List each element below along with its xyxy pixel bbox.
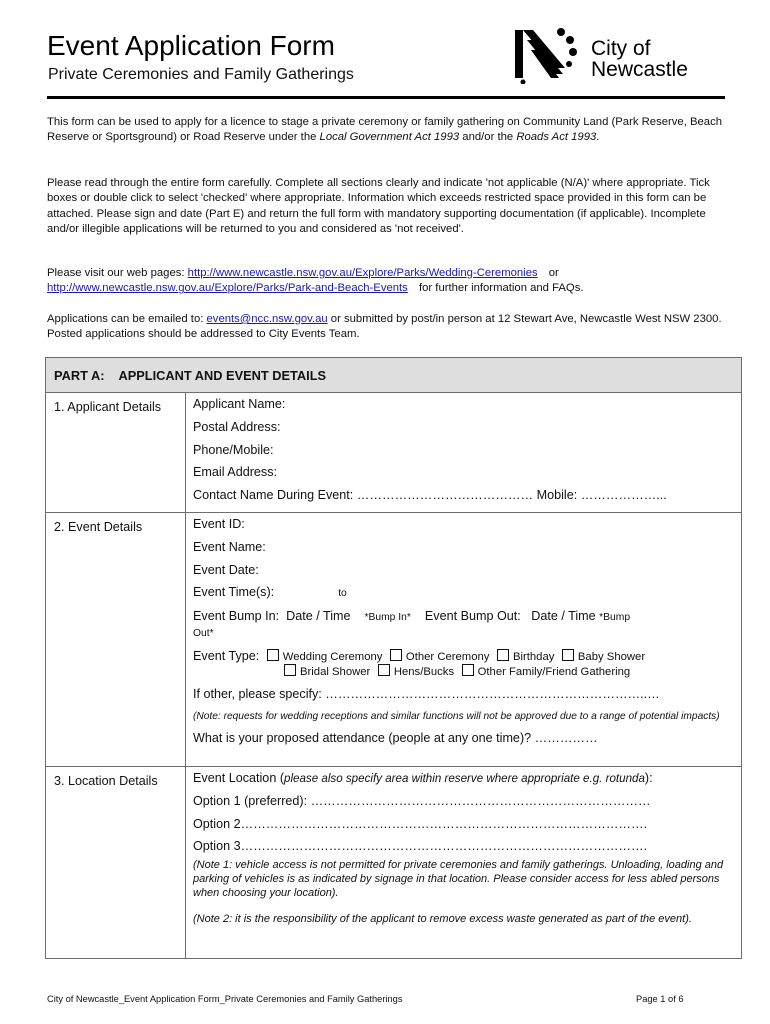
applicant-name-field[interactable]: Applicant Name: bbox=[193, 397, 286, 411]
event-type-field: Event Type: Wedding Ceremony Other Ceremony Birthday Baby Shower Bridal Shower Hens/Bucks Other Family/Friend Gathering bbox=[193, 648, 646, 678]
if-other-field[interactable]: If other, please specify: …………………………………………………………………..… bbox=[193, 686, 660, 701]
logo-wordmark bbox=[591, 38, 688, 80]
location-option-3-field[interactable]: Option 3……………………………………………………………………………………. bbox=[193, 839, 648, 854]
birthday-checkbox[interactable] bbox=[497, 649, 509, 661]
event-location-label: Event Location (please also specify area within reserve where appropriate e.g. rotunda): bbox=[193, 771, 653, 785]
times-to-label: to bbox=[338, 588, 347, 600]
event-details-label: 2. Event Details bbox=[46, 513, 186, 767]
intro-paragraph-submission: Applications can be emailed to: events@ncc.nsw.gov.au or submitted by post/in person at 12 Stewart Ave, Newcastle West NSW 2300. Posted applications should be addressed to City Events Team. bbox=[47, 313, 722, 341]
baby-shower-checkbox[interactable] bbox=[562, 649, 574, 661]
waste-removal-note: (Note 2: it is the responsibility of the applicant to remove excess waste generated as part of the event). bbox=[193, 913, 692, 926]
location-details-label: 3. Location Details bbox=[46, 767, 186, 959]
email-address-field[interactable]: Email Address: bbox=[193, 465, 277, 480]
event-details-section bbox=[186, 513, 742, 767]
park-beach-events-link[interactable]: http://www.newcastle.nsw.gov.au/Explore/Parks/Park-and-Beach-Events bbox=[47, 282, 408, 295]
event-id-field[interactable]: Event ID: bbox=[193, 517, 245, 531]
hens-bucks-checkbox[interactable] bbox=[378, 664, 390, 676]
location-option-1-field[interactable]: Option 1 (preferred): ……………………………………………………………………… bbox=[193, 793, 651, 808]
form-title: Event Application Form bbox=[47, 30, 335, 61]
vehicle-access-note: (Note 1: vehicle access is not permitted for private ceremonies and family gatherings. Unloading, loading and parking of vehicles is as indicated by signage in that location. Please consider access for less abled persons when choosing your location). bbox=[193, 859, 724, 900]
events-email-link[interactable]: events@ncc.nsw.gov.au bbox=[206, 313, 328, 325]
logo-text-line1: City of bbox=[591, 37, 651, 60]
other-ceremony-checkbox[interactable] bbox=[390, 649, 402, 661]
postal-address-field[interactable]: Postal Address: bbox=[193, 419, 281, 434]
phone-mobile-field[interactable]: Phone/Mobile: bbox=[193, 442, 274, 457]
intro-paragraph-links: Please visit our web pages: http://www.newcastle.nsw.gov.au/Explore/Parks/Wedding-Ceremonies or http://www.newcastle.nsw.gov.au/Explore/Parks/Park-and-Beach-Events for further information and FAQs. bbox=[47, 267, 584, 295]
bump-out-datetime[interactable]: Date / Time bbox=[531, 609, 596, 624]
other-gathering-checkbox[interactable] bbox=[462, 664, 474, 676]
applicant-details-section bbox=[186, 393, 742, 513]
bridal-shower-checkbox[interactable] bbox=[284, 664, 296, 676]
footer-document-name: City of Newcastle_Event Application Form_Private Ceremonies and Family Gatherings bbox=[47, 994, 403, 1004]
wedding-ceremonies-link[interactable]: http://www.newcastle.nsw.gov.au/Explore/Parks/Wedding-Ceremonies bbox=[187, 267, 538, 279]
wedding-ceremony-checkbox[interactable] bbox=[267, 649, 279, 661]
logo-text-line2: Newcastle bbox=[591, 58, 688, 81]
footer-page-number: Page 1 of 6 bbox=[636, 994, 684, 1004]
city-of-newcastle-logo-mark bbox=[513, 26, 577, 84]
contact-name-field[interactable]: Contact Name During Event: …………………………………… Mobile: ………………... bbox=[193, 488, 667, 503]
intro-paragraph-2: Please read through the entire form carefully. Complete all sections clearly and indicate 'not applicable (N/A)' where appropriate. Tick boxes or double click to select 'checked' where appropriate. Information which exceeds restricted space provided in this form can be attached. Please sign and date (Part E) and return the full form with mandatory supporting documentation (if applicable). Incomplete and/or illegible applications will be returned to you and considered as 'not received'. bbox=[47, 177, 710, 235]
form-subtitle: Private Ceremonies and Family Gatherings bbox=[48, 66, 354, 83]
location-details-section bbox=[186, 767, 742, 959]
header-divider bbox=[47, 96, 725, 99]
event-bump-field[interactable]: Event Bump In: Date / Time *Bump In* Event Bump Out: Date / Time *Bump Out* bbox=[193, 609, 631, 640]
bump-in-datetime[interactable]: Date / Time bbox=[286, 609, 351, 624]
location-option-2-field[interactable]: Option 2……………………………………………………………………………………. bbox=[193, 816, 648, 831]
applicant-details-label: 1. Applicant Details bbox=[46, 393, 186, 513]
wedding-reception-note: (Note: requests for wedding receptions and similar functions will not be approved due to a range of potential impacts) bbox=[193, 710, 720, 722]
event-name-field[interactable]: Event Name: bbox=[193, 539, 266, 554]
part-a-heading: PART A: APPLICANT AND EVENT DETAILS bbox=[46, 358, 742, 393]
event-date-field[interactable]: Event Date: bbox=[193, 562, 259, 577]
attendance-field[interactable]: What is your proposed attendance (people at any one time)? …………… bbox=[193, 730, 598, 745]
part-a-table bbox=[45, 357, 742, 959]
event-times-field[interactable]: Event Time(s): to bbox=[193, 585, 347, 600]
intro-paragraph-1: This form can be used to apply for a licence to stage a private ceremony or family gathering on Community Land (Park Reserve, Beach Reserve or Sportsground) or Road Reserve under the Local Government Act 1993 and/or the Roads Act 1993. bbox=[47, 116, 723, 144]
